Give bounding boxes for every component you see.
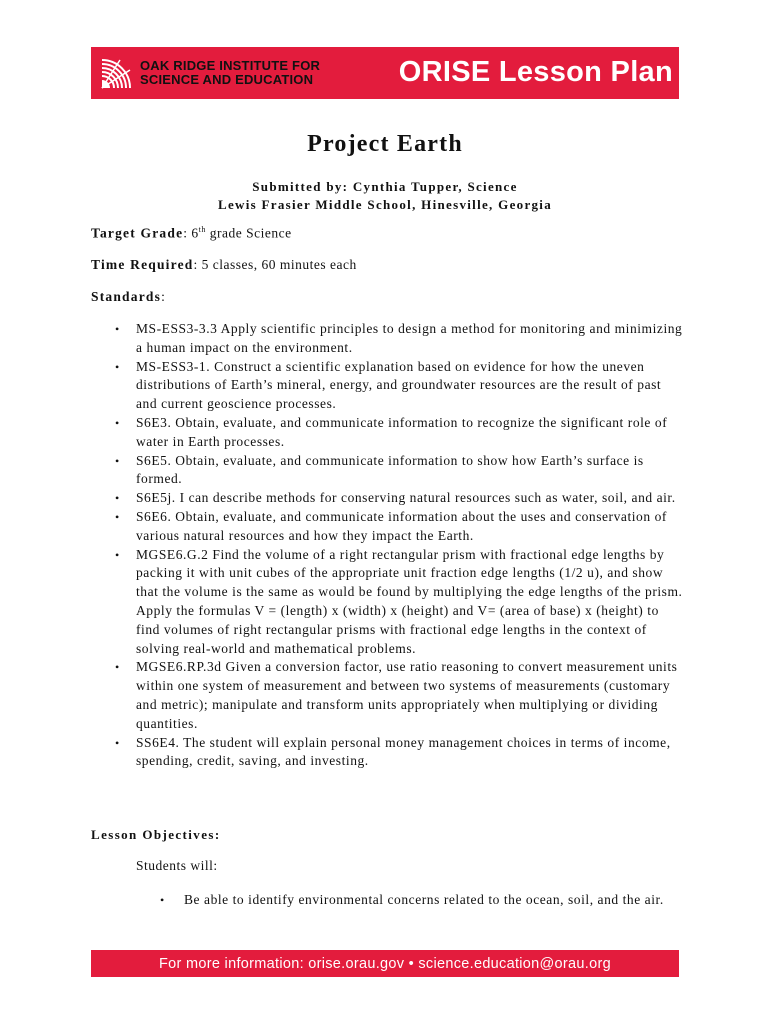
time-required-value: : 5 classes, 60 minutes each <box>193 257 357 272</box>
target-grade-value-prefix: : 6 <box>183 225 199 241</box>
standard-item: • S6E6. Obtain, evaluate, and communicate information about the uses and conservation of various natural resources and how they impact the Earth. <box>91 508 683 546</box>
target-grade-sup: th <box>198 225 206 234</box>
footer-contact-text: For more information: orise.orau.gov • science.education@orau.org <box>159 955 611 972</box>
school-name: Lewis Frasier Middle School, Hinesville, Georgia <box>217 197 553 212</box>
institution-name <box>140 59 320 87</box>
target-grade <box>91 225 292 242</box>
lesson-objectives-heading: Lesson Objectives: <box>91 827 221 842</box>
header-banner <box>91 47 679 99</box>
standard-item: • S6E3. Obtain, evaluate, and communicate information to recognize the significant role of water in Earth processes. <box>91 414 683 452</box>
footer-banner <box>91 950 679 977</box>
standards-label: Standards <box>91 289 162 304</box>
objective-item: • Be able to identify environmental concerns related to the ocean, soil, and the air. <box>136 891 686 909</box>
standards-heading <box>91 289 165 305</box>
target-grade-label: Target Grade <box>91 225 184 241</box>
standards-list <box>91 320 683 771</box>
document-title: Project Earth <box>307 131 463 157</box>
submitted-by: Submitted by: Cynthia Tupper, Science <box>252 179 518 194</box>
institution-line-2: SCIENCE AND EDUCATION <box>140 72 314 87</box>
standard-item: • MGSE6.RP.3d Given a conversion factor, use ratio reasoning to convert measurement units within one system of measurement and between two systems of measurements (customary and metric); manipulate and transform units appropriately when multiplying or dividing quantities. <box>91 658 683 733</box>
time-required <box>91 257 357 273</box>
standard-item: • MGSE6.G.2 Find the volume of a right rectangular prism with fractional edge lengths by packing it with unit cubes of the appropriate unit fraction edge lengths (1/2 u), and show that the volume is the same as would be found by multiplying the edge lengths of the prism. Apply the formulas V = (length) x (width) x (height) and V= (area of base) x (height) to find volumes of right rectangular prisms with fractional edge lengths in the context of solving real-world and mathematical problems. <box>91 546 683 659</box>
target-grade-value-suffix: grade Science <box>205 225 292 241</box>
orise-logo-icon <box>100 56 134 90</box>
standard-item: • S6E5. Obtain, evaluate, and communicate information to show how Earth’s surface is formed. <box>91 452 683 490</box>
standards-colon: : <box>161 289 166 304</box>
time-required-label: Time Required <box>91 257 194 272</box>
institution-line-1: OAK RIDGE INSTITUTE FOR <box>140 58 321 73</box>
objectives-list <box>136 891 686 909</box>
lesson-plan-title: ORISE Lesson Plan <box>398 56 673 88</box>
standard-item: • MS-ESS3-1. Construct a scientific explanation based on evidence for how the uneven distributions of Earth’s mineral, energy, and groundwater resources are the result of past and current geoscience processes. <box>91 358 683 414</box>
standard-item: • S6E5j. I can describe methods for conserving natural resources such as water, soil, and air. <box>91 489 683 508</box>
students-will-label: Students will: <box>136 858 218 873</box>
standard-item: • MS-ESS3-3.3 Apply scientific principles to design a method for monitoring and minimizing a human impact on the environment. <box>91 320 683 358</box>
standard-item: • SS6E4. The student will explain personal money management choices in terms of income, spending, credit, saving, and investing. <box>91 734 683 772</box>
